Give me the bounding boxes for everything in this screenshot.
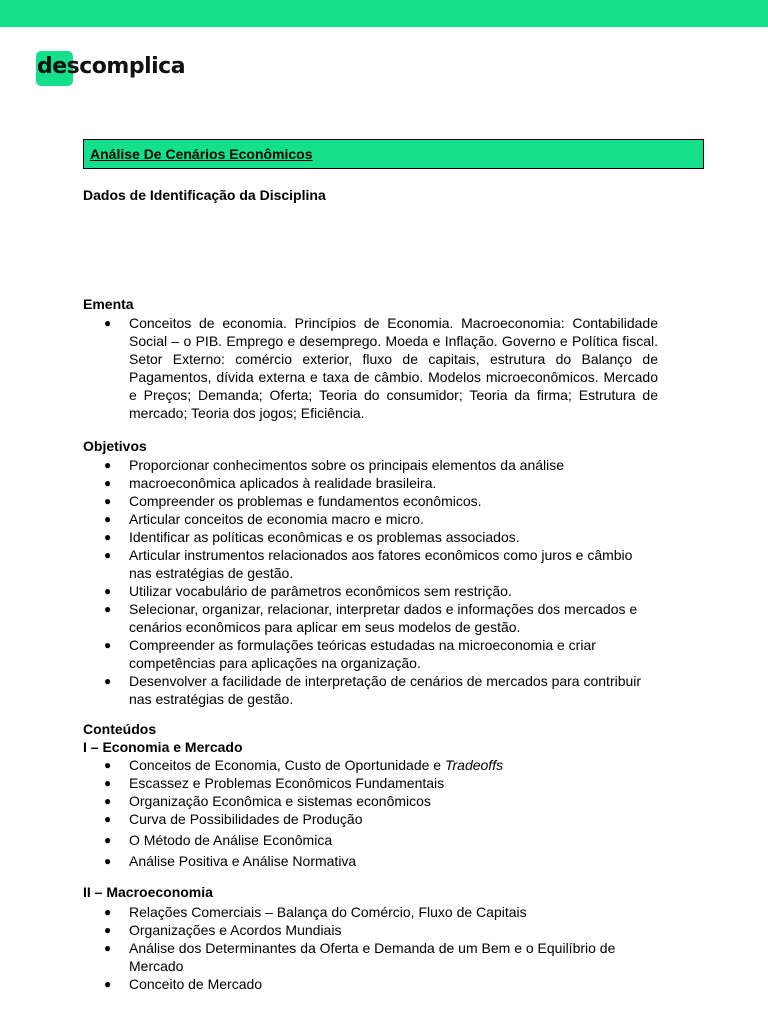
bullet-icon: ● — [104, 458, 112, 472]
top-accent-bar — [0, 0, 768, 27]
list-item-text: macroeconômica aplicados à realidade brasileira. — [129, 475, 437, 491]
list-item — [0, 582, 658, 600]
bullet-icon: ● — [104, 977, 112, 991]
list-item — [0, 756, 658, 774]
bullet-icon: ● — [104, 758, 112, 772]
list-item-text: Selecionar, organizar, relacionar, interpretar dados e informações dos mercados e cenários econômicos para aplicar em seus modelos de gestão. — [129, 601, 638, 635]
list-item-text: Análise dos Determinantes da Oferta e Demanda de um Bem e o Equilíbrio de Mercado — [129, 940, 616, 974]
list-item — [0, 636, 658, 672]
bullet-icon: ● — [104, 530, 112, 544]
ementa-list — [0, 314, 658, 422]
list-item — [0, 672, 658, 708]
logo-text-complica: complica — [79, 54, 186, 79]
list-item-text: Conceitos de Economia, Custo de Oportunidade e — [129, 757, 445, 773]
identification-heading: Dados de Identificação da Disciplina — [83, 187, 326, 203]
list-item-text: Relações Comerciais – Balança do Comércio, Fluxo de Capitais — [129, 904, 527, 920]
list-item — [0, 939, 658, 975]
list-item — [0, 546, 658, 582]
list-item — [0, 852, 658, 870]
objetivos-list — [0, 456, 658, 708]
list-item-text: Escassez e Problemas Econômicos Fundamentais — [129, 775, 445, 791]
bullet-icon: ● — [104, 833, 112, 847]
bullet-icon: ● — [104, 548, 112, 562]
bullet-icon: ● — [104, 812, 112, 826]
list-item — [0, 314, 658, 422]
bullet-icon: ● — [104, 602, 112, 616]
list-item-text: Articular instrumentos relacionados aos fatores econômicos como juros e câmbio nas estratégias de gestão. — [129, 547, 633, 581]
list-item-text: Organizações e Acordos Mundiais — [129, 922, 342, 938]
list-item-text: Compreender os problemas e fundamentos econômicos. — [129, 493, 482, 509]
list-item-text: Conceito de Mercado — [129, 976, 263, 992]
list-item-italic-text: Tradeoffs — [444, 757, 504, 773]
bullet-icon: ● — [104, 854, 112, 868]
list-item-text: Análise Positiva e Análise Normativa — [129, 853, 357, 869]
bullet-icon: ● — [104, 674, 112, 688]
list-item — [0, 528, 658, 546]
unit-1-heading: I – Economia e Mercado — [83, 739, 243, 755]
list-item — [0, 456, 658, 474]
bullet-icon: ● — [104, 638, 112, 652]
list-item — [0, 903, 658, 921]
list-item-text: Organização Econômica e sistemas econômicos — [129, 793, 431, 809]
list-item-text: Compreender as formulações teóricas estudadas na microeconomia e criar competências para aplicações na organização. — [129, 637, 596, 671]
list-item — [0, 792, 658, 810]
document-title-box — [83, 139, 704, 169]
ementa-heading: Ementa — [83, 296, 134, 312]
bullet-icon: ● — [104, 494, 112, 508]
bullet-icon: ● — [104, 776, 112, 790]
unit-1-list — [0, 756, 658, 870]
list-item — [0, 510, 658, 528]
logo-text — [37, 51, 185, 83]
unit-2-heading: II – Macroeconomia — [83, 884, 213, 900]
logo-text-des: des — [37, 54, 80, 79]
document-title: Análise De Cenários Econômicos — [90, 146, 313, 162]
list-item-text: Curva de Possibilidades de Produção — [129, 811, 363, 827]
bullet-icon: ● — [104, 584, 112, 598]
list-item-text: Conceitos de economia. Princípios de Economia. Macroeconomia: Contabilidade Social – o PIB. Emprego e desemprego. Moeda e Inflação. Governo e Política fiscal. Setor Externo: comércio exterior, fluxo de capitais, estrutura do Balanço de Pagamentos, dívida externa e taxa de câmbio. Modelos microeconômicos. Mercado e Preços; Demanda; Oferta; Teoria do consumidor; Teoria da firma; Estrutura de mercado; Teoria dos jogos; Eficiência. — [129, 315, 658, 421]
bullet-icon: ● — [104, 794, 112, 808]
conteudos-heading: Conteúdos — [83, 721, 157, 737]
bullet-icon: ● — [104, 476, 112, 490]
unit-2-list — [0, 903, 658, 993]
list-item — [0, 975, 658, 993]
list-item-text: Desenvolver a facilidade de interpretação de cenários de mercados para contribuir nas estratégias de gestão. — [129, 673, 642, 707]
list-item — [0, 831, 658, 849]
list-item — [0, 810, 658, 828]
list-item-text: Articular conceitos de economia macro e micro. — [129, 511, 424, 527]
list-item — [0, 492, 658, 510]
bullet-icon: ● — [104, 941, 112, 955]
bullet-icon: ● — [104, 512, 112, 526]
list-item-text: Identificar as políticas econômicas e os problemas associados. — [129, 529, 520, 545]
list-item — [0, 774, 658, 792]
objetivos-heading: Objetivos — [83, 438, 147, 454]
list-item-text: Utilizar vocabulário de parâmetros econômicos sem restrição. — [129, 583, 512, 599]
bullet-icon: ● — [104, 316, 112, 330]
list-item — [0, 921, 658, 939]
list-item — [0, 474, 658, 492]
bullet-icon: ● — [104, 923, 112, 937]
list-item — [0, 600, 658, 636]
list-item-text: O Método de Análise Econômica — [129, 832, 333, 848]
bullet-icon: ● — [104, 905, 112, 919]
list-item-text: Proporcionar conhecimentos sobre os principais elementos da análise — [129, 457, 565, 473]
